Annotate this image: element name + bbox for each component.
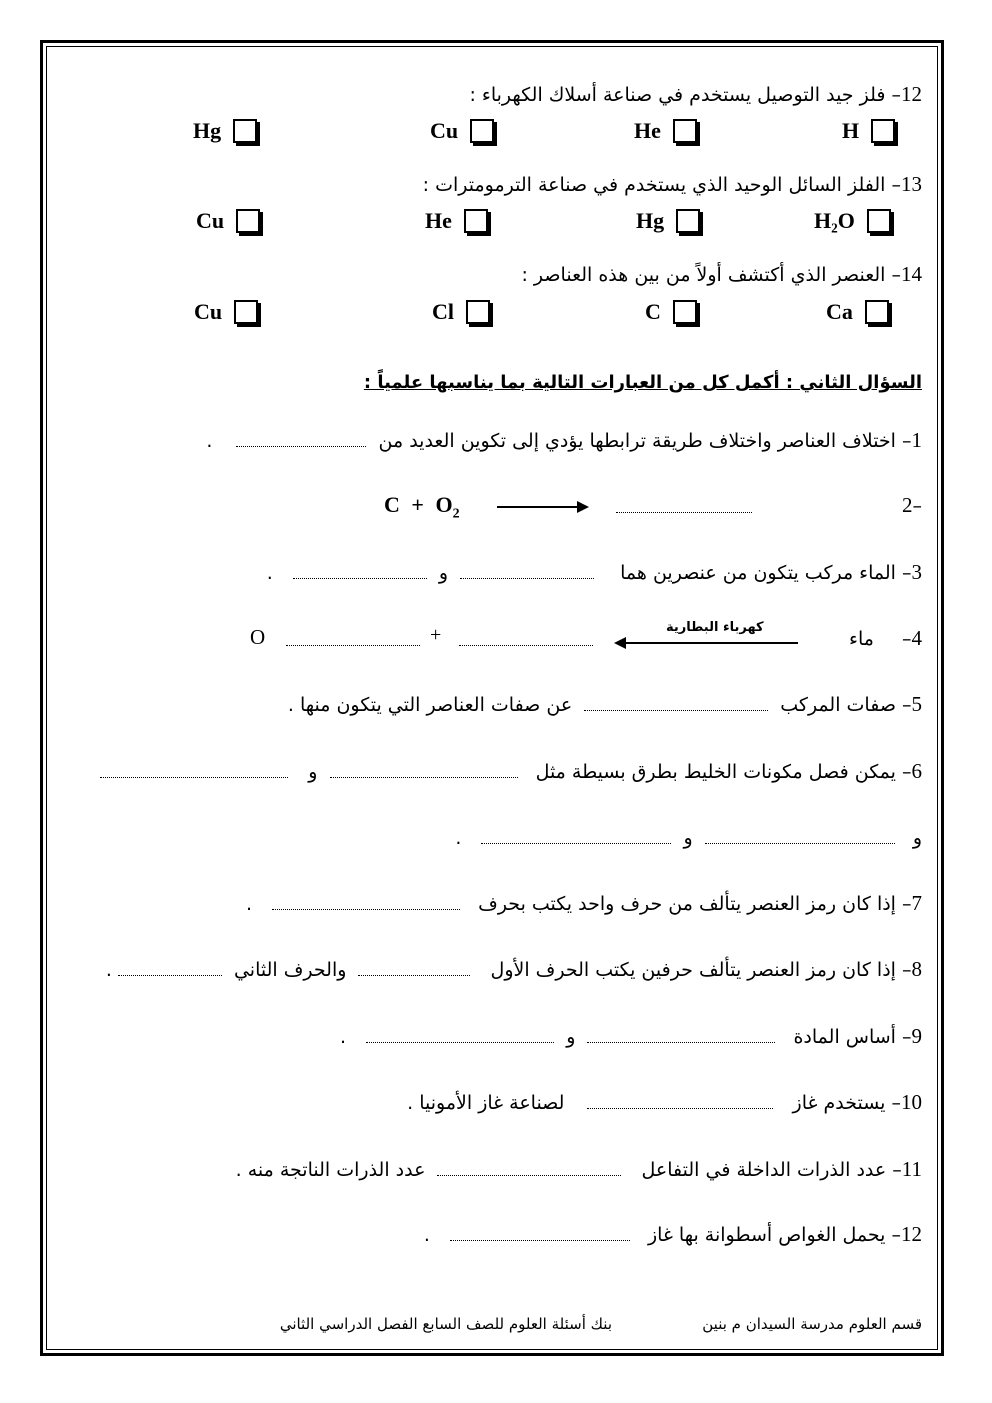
checkbox[interactable] [676,209,700,233]
period: . [206,430,213,452]
period: . [340,1026,347,1048]
dash: – [902,628,912,650]
item-text: – عدد الذرات الداخلة في التفاعل [641,1159,902,1181]
item-number: 5 [911,692,922,716]
water-word: ماء [849,628,874,650]
option-he[interactable] [425,208,488,234]
checkbox[interactable] [865,300,889,324]
option-label: H [842,118,860,143]
item-text: – الماء مركب يتكون من عنصرين هما [620,562,912,584]
item-number: 4 [911,626,922,650]
option-cl[interactable] [432,299,490,325]
and-word: و [308,761,318,783]
item-text: عن صفات العناصر التي يتكون منها . [287,694,573,716]
question-number: 12 [901,82,922,106]
option-c[interactable] [645,299,697,325]
checkbox[interactable] [867,209,891,233]
oxygen-symbol: O [250,625,266,649]
option-label: Cu [194,299,223,324]
answer-blank[interactable] [118,963,222,976]
and-word: و [566,1026,576,1048]
option-label: Cu [430,118,459,143]
answer-blank[interactable] [437,1163,621,1176]
period: . [105,959,112,981]
checkbox[interactable] [236,209,260,233]
answer-blank[interactable] [366,1030,554,1043]
item-text: – اختلاف العناصر واختلاف طريقة ترابطها يؤدي إلى تكوين العديد من [378,430,912,452]
option-label: Cu [196,208,225,233]
fill-item-4 [849,626,922,651]
answer-blank[interactable] [272,897,460,910]
item-number: 8 [911,957,922,981]
dash: – [912,495,922,517]
checkbox[interactable] [871,119,895,143]
fill-item-12 [424,1222,922,1247]
option-label: H₂O [814,208,855,233]
option-h[interactable] [842,118,895,144]
question-number: 13 [901,172,922,196]
answer-blank[interactable] [293,566,427,579]
equation-reactants [384,492,460,522]
item-number: 11 [901,1157,922,1181]
option-hg[interactable] [636,208,700,234]
option-he[interactable] [634,118,697,144]
and-word: و [683,827,693,849]
fill-item-3 [267,560,922,585]
checkbox[interactable] [466,300,490,324]
footer-school: قسم العلوم مدرسة السيدان م بنين [702,1315,922,1333]
option-label: He [634,118,661,143]
answer-blank[interactable] [460,566,594,579]
fill-item-11 [236,1157,922,1182]
item-text: – أساس المادة [793,1026,912,1048]
item-number: 6 [911,759,922,783]
answer-blank[interactable] [705,831,895,844]
item-number: 9 [911,1024,922,1048]
reaction-arrow [497,506,587,508]
item-number: 2 [902,493,913,517]
section-title: السؤال الثاني : أكمل كل من العبارات التالية بما يناسبها علمياً : [363,372,922,393]
and-word: و [912,827,922,849]
answer-blank[interactable] [587,1030,775,1043]
item-text: – صفات المركب [780,694,912,716]
answer-blank[interactable] [616,500,752,513]
item-number: 3 [911,560,922,584]
option-label: He [425,208,452,233]
checkbox[interactable] [470,119,494,143]
fill-item-9 [340,1024,922,1049]
question-text: – العنصر الذي أكتشف أولاً من بين هذه العناصر : [521,264,901,286]
checkbox[interactable] [464,209,488,233]
fill-item-1 [206,428,922,453]
question-text: – الفلز السائل الوحيد الذي يستخدم في صناعة الترمومترات : [422,174,901,196]
reaction-arrow [616,642,798,644]
option-cu[interactable] [194,299,258,325]
and-word: و [438,562,449,584]
option-label: Cl [432,299,454,324]
checkbox[interactable] [233,119,257,143]
checkbox[interactable] [234,300,258,324]
answer-blank[interactable] [286,633,420,646]
option-h2o[interactable] [814,208,891,234]
item-text: والحرف الثاني [233,959,347,981]
answer-blank[interactable] [481,831,671,844]
item-text: – إذا كان رمز العنصر يتألف من حرف واحد يكتب بحرف [478,893,912,915]
item-number: 10 [901,1090,922,1114]
mcq-question [521,262,922,287]
answer-blank[interactable] [587,1096,773,1109]
checkbox[interactable] [673,300,697,324]
period: . [245,893,253,915]
fill-item-6-cont [455,827,922,849]
question-text: – فلز جيد التوصيل يستخدم في صناعة أسلاك الكهرباء : [469,84,901,106]
fill-item-6 [94,759,922,784]
mcq-question [423,172,922,197]
answer-blank[interactable] [236,434,366,447]
item-text: لصناعة غاز الأمونيا . [407,1092,565,1114]
option-cu[interactable] [196,208,260,234]
item-text: – إذا كان رمز العنصر يتألف حرفين يكتب الحرف الأول [490,959,912,981]
item-text: – يستخدم غاز [792,1092,901,1114]
period: . [266,562,273,584]
item-number: 12 [901,1222,922,1246]
subscript: 2 [452,506,460,522]
fill-item-5 [288,692,922,717]
answer-blank[interactable] [358,963,470,976]
plus-sign: + [411,492,424,517]
item-number: 7 [911,891,922,915]
mcq-question [469,82,922,107]
item-number: 1 [911,428,922,452]
option-cu[interactable] [430,118,494,144]
option-hg[interactable] [193,118,257,144]
option-label: Ca [826,299,853,324]
footer-title: بنك أسئلة العلوم للصف السابع الفصل الدراسي الثاني [279,1315,612,1333]
answer-blank[interactable] [584,698,768,711]
item-text: – يحمل الغواص أسطوانة بها غاز [647,1224,901,1246]
oxygen-symbol: O [435,492,453,517]
option-label: Hg [193,118,222,143]
item-text: – يمكن فصل مكونات الخليط بطرق بسيطة مثل [535,761,912,783]
period: . [423,1224,430,1246]
answer-blank[interactable] [450,1228,630,1241]
fill-item-8 [106,957,922,982]
checkbox[interactable] [673,119,697,143]
period: . [455,827,462,849]
fill-item-2-number [902,493,922,518]
option-label: C [645,299,661,324]
answer-blank[interactable] [459,633,593,646]
fill-item-10 [407,1090,922,1115]
option-ca[interactable] [826,299,889,325]
carbon-symbol: C [384,492,400,517]
plus-sign: + [430,624,442,646]
question-number: 14 [901,262,922,286]
fill-item-7 [246,891,922,916]
answer-blank[interactable] [330,765,518,778]
answer-blank[interactable] [100,765,288,778]
arrow-label: كهرباء البطارية [666,620,764,635]
item-text: عدد الذرات الناتجة منه . [235,1159,426,1181]
option-label: Hg [636,208,665,233]
